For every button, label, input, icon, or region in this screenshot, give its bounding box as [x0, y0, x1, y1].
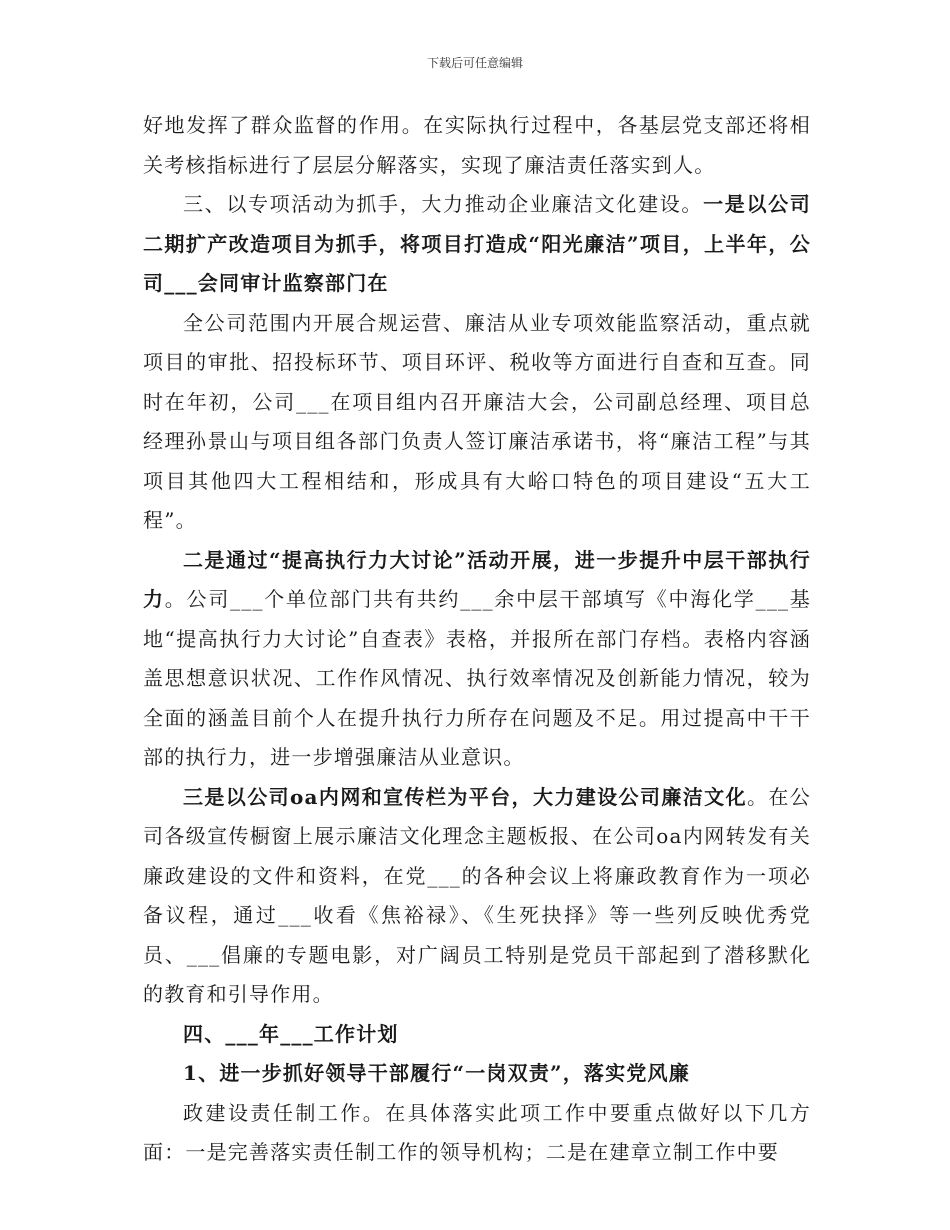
paragraph-4-body: 。公司___个单位部门共有共约___余中层干部填写《中海化学___基地“提高执行力大讨论”自查表》表格，并报所在部门存档。表格内容涵盖思想意识状况、工作作风情况、执行效率情况及创新能力情况，较为全面的涵盖目前个人在提升执行力所存在问题及不足。用过提高中干干部的执行力，进一步增强廉洁从业意识。 [143, 587, 811, 769]
paragraph-5-bold: 三是以公司oa内网和宣传栏为平台，大力建设公司廉洁文化 [183, 784, 747, 809]
paragraph-2-lead: 三、以专项活动为抓手，大力推动企业廉洁文化建设。 [183, 192, 704, 216]
paragraph-5 [143, 778, 811, 1015]
paragraph-2 [143, 185, 811, 304]
paragraph-2-bold: 一是以公司二期扩产改造项目为抓手，将项目打造成“阳光廉洁”项目，上半年，公司___会同审计监察部门在 [143, 192, 811, 295]
document-body [143, 106, 811, 1173]
paragraph-4-bold: 二是通过“提高执行力大讨论”活动开展，进一步提升中层干部执行力 [143, 547, 811, 611]
paragraph-1: 好地发挥了群众监督的作用。在实际执行过程中，各基层党支部还将相关考核指标进行了层层分解落实，实现了廉洁责任落实到人。 [143, 113, 811, 177]
page-header-note: 下载后可任意编辑 [426, 56, 523, 70]
subheading-1: 1、进一步抓好领导干部履行“一岗双责”，落实党风廉 [183, 1061, 690, 1085]
paragraph-4 [143, 541, 811, 778]
paragraph-3: 全公司范围内开展合规运营、廉洁从业专项效能监察活动，重点就项目的审批、招投标环节、项目环评、税收等方面进行自查和互查。同时在年初，公司___在项目组内召开廉洁大会，公司副总经理、项目总经理孙景山与项目组各部门负责人签订廉洁承诺书，将“廉洁工程”与其项目其他四大工程相结和，形成具有大峪口特色的项目建设“五大工程”。 [143, 310, 811, 532]
paragraph-5-body: 。在公司各级宣传橱窗上展示廉洁文化理念主题板报、在公司oa内网转发有关廉政建设的文件和资料，在党___的各种会议上将廉政教育作为一项必备议程，通过___收看《焦裕禄》、《生死抉择》等一些列反映优秀党员、___倡廉的专题电影，对广阔员工特别是党员干部起到了潜移默化的教育和引导作用。 [143, 784, 811, 1006]
section-heading-plan: 四、___年___工作计划 [183, 1021, 399, 1046]
paragraph-8: 政建设责任制工作。在具体落实此项工作中要重点做好以下几方面：一是完善落实责任制工作的领导机构；二是在建章立制工作中要 [143, 1100, 811, 1164]
